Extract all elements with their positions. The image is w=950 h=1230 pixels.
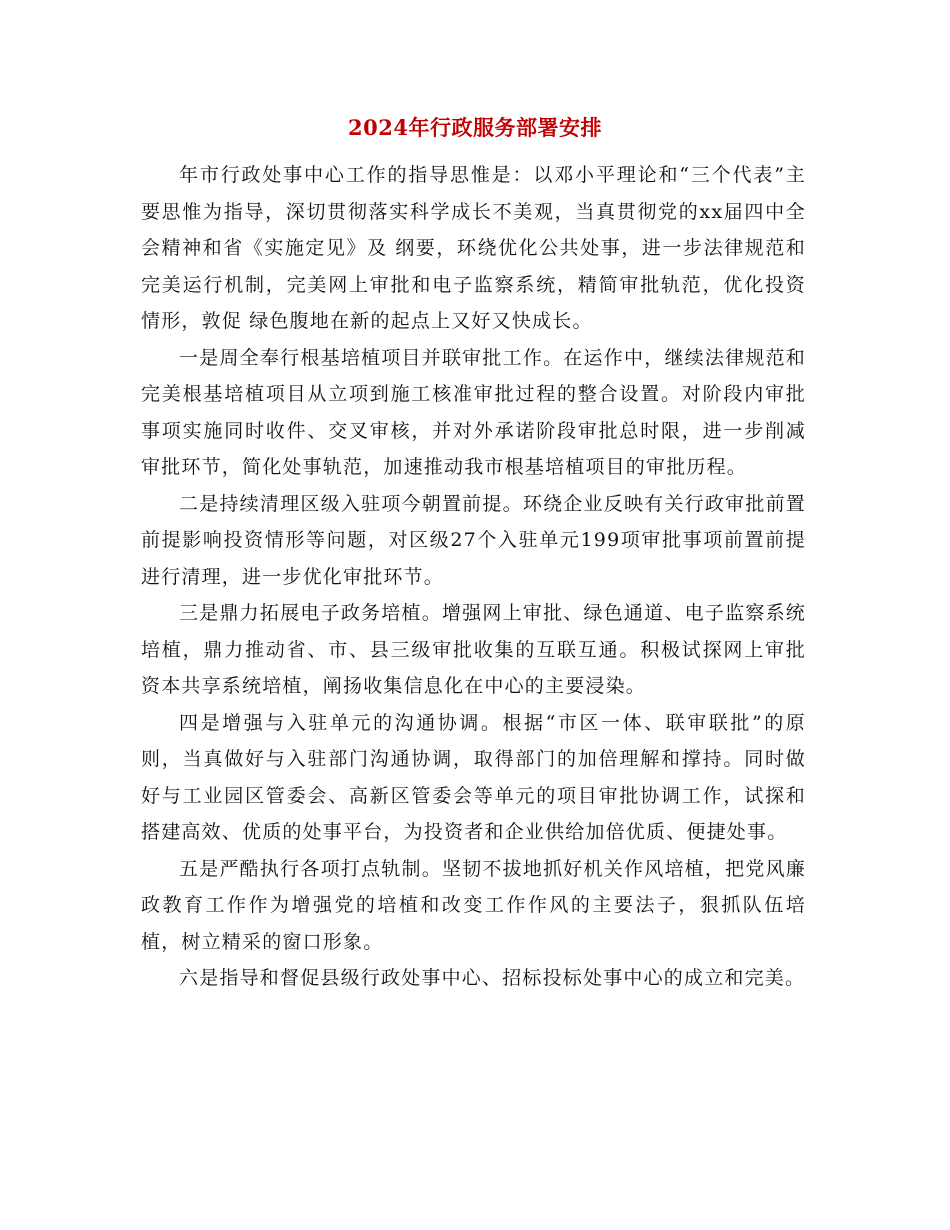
paragraph-item-1: 一是周全奉行根基培植项目并联审批工作。在运作中，继续法律规范和完美根基培植项目从立项到施工核准审批过程的整合设置。对阶段内审批事项实施同时收件、交叉审核，并对外承诺阶段审批总时限，进一步削减审批环节，简化处事轨范，加速推动我市根基培植项目的审批历程。 — [141, 346, 806, 478]
document-body — [141, 157, 806, 997]
paragraph-item-6: 六是指导和督促县级行政处事中心、招标投标处事中心的成立和完美。 — [179, 967, 806, 989]
paragraph-item-4: 四是增强与入驻单元的沟通协调。根据“市区一体、联审联批”的原则，当真做好与入驻部门沟通协调，取得部门的加倍理解和撑持。同时做好与工业园区管委会、高新区管委会等单元的项目审批协调工作，试探和搭建高效、优质的处事平台，为投资者和企业供给加倍优质、便捷处事。 — [141, 711, 806, 843]
paragraph-item-3: 三是鼎力拓展电子政务培植。增强网上审批、绿色通道、电子监察系统培植，鼎力推动省、市、县三级审批收集的互联互通。积极试探网上审批资本共享系统培植，阐扬收集信息化在中心的主要浸染。 — [141, 602, 806, 697]
paragraph-item-5: 五是严酷执行各项打点轨制。坚韧不拔地抓好机关作风培植，把党风廉政教育工作作为增强党的培植和改变工作作风的主要法子，狠抓队伍培植，树立精采的窗口形象。 — [141, 857, 806, 953]
paragraph-item-2: 二是持续清理区级入驻项今朝置前提。环绕企业反映有关行政审批前置前提影响投资情形等问题，对区级27个入驻单元199项审批事项前置前提进行清理，进一步优化审批环节。 — [141, 492, 806, 588]
paragraph-intro: 年市行政处事中心工作的指导思惟是：以邓小平理论和“三个代表”主要思惟为指导，深切贯彻落实科学成长不美观，当真贯彻党的xx届四中全会精神和省《实施定见》及 纲要，环绕优化公共处事，进一步法律规范和完美运行机制，完美网上审批和电子监察系统，精简审批轨范，优化投资情形，敦促 绿色腹地在新的起点上又好又快成长。 — [141, 164, 806, 332]
document-title: 2024年行政服务部署安排 — [348, 115, 602, 140]
